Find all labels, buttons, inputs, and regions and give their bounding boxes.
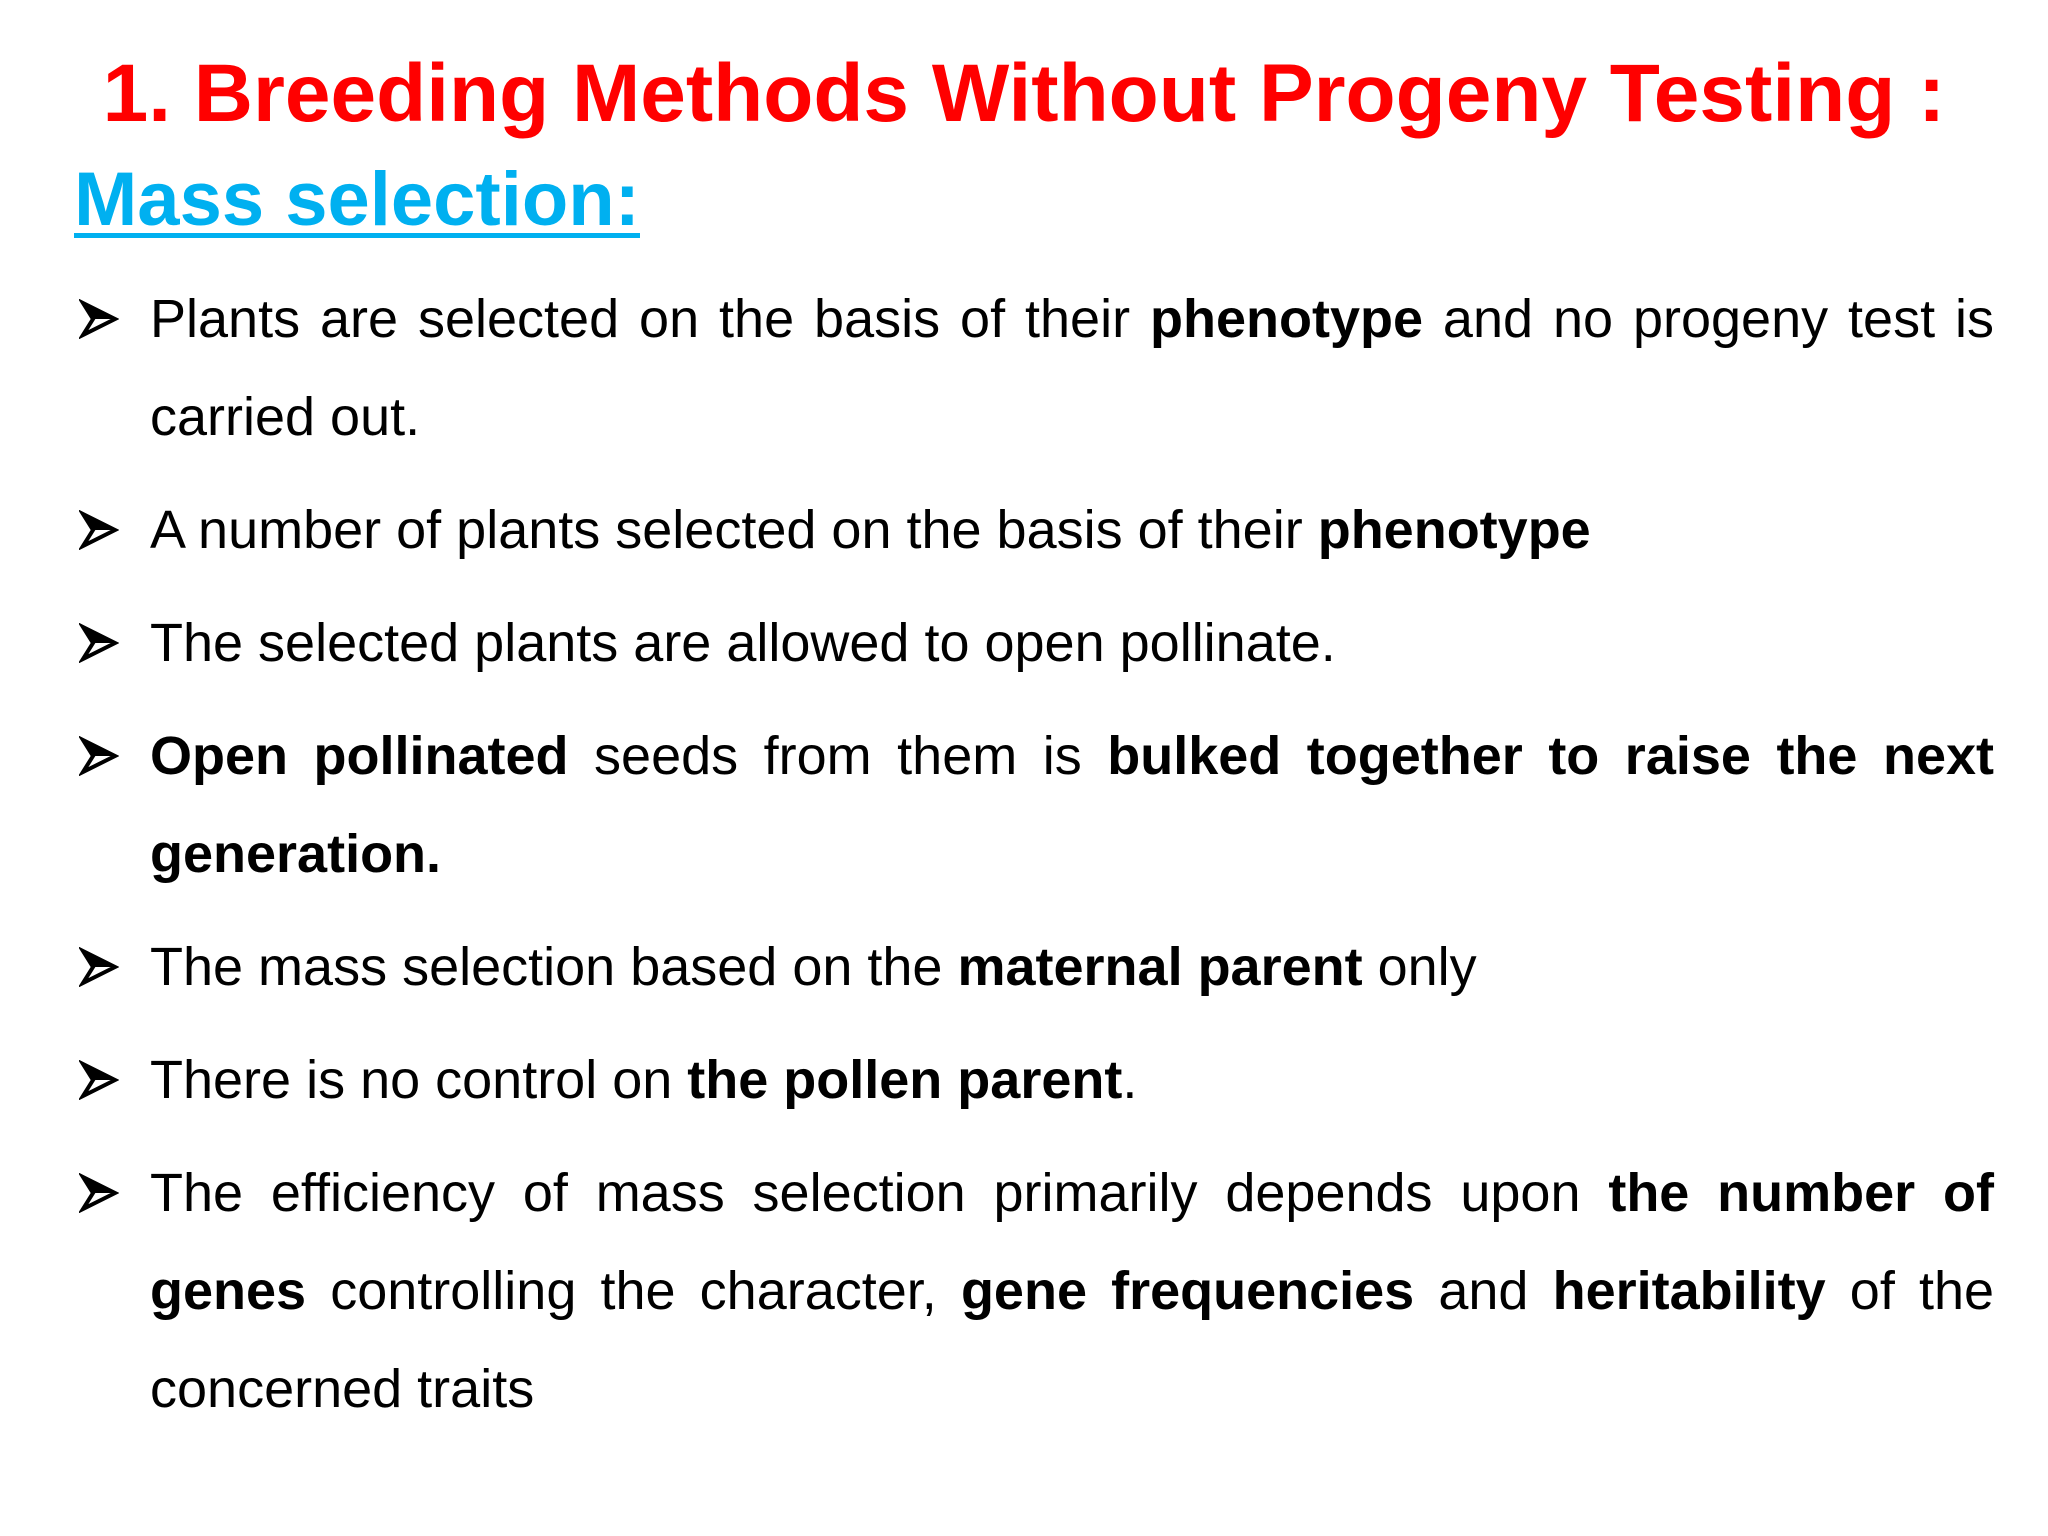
arrowhead-bullet-icon (74, 481, 124, 579)
bullet-text-bold: bulked together to raise the next generation. (150, 726, 1994, 884)
bullet-text (150, 500, 1591, 560)
bullet-text-segment: The efficiency of mass selection primarily depends upon (150, 1163, 1609, 1223)
slide-subtitle: Mass selection: (74, 157, 640, 242)
bullet-text-segment: seeds from them is (568, 726, 1108, 786)
bullet-item (74, 707, 1994, 903)
bullet-text (150, 1163, 1994, 1419)
bullet-text-segment: and (1414, 1261, 1553, 1321)
arrowhead-bullet-icon (74, 918, 124, 1016)
bullet-text (150, 937, 1477, 997)
bullet-text-bold: gene frequencies (960, 1261, 1415, 1321)
bullet-text (150, 289, 1994, 447)
bullet-item (74, 1031, 1994, 1129)
bullet-text-bold: heritability (1552, 1261, 1826, 1321)
bullet-item (74, 918, 1994, 1016)
bullet-item (74, 481, 1994, 579)
arrowhead-bullet-icon (74, 1031, 124, 1129)
bullet-text-bold: phenotype (1317, 500, 1591, 560)
bullet-text-bold: phenotype (1149, 289, 1423, 349)
bullet-text-segment: and no progeny test is carried out. (150, 289, 1994, 447)
bullet-text-segment: A number of plants selected on the basis of their (150, 500, 1318, 560)
arrowhead-bullet-icon (74, 594, 124, 692)
bullet-text-bold: the number of genes (150, 1163, 1994, 1321)
arrowhead-bullet-icon (74, 1144, 124, 1242)
bullet-text (150, 613, 1336, 673)
bullet-text (150, 1050, 1137, 1110)
bullet-item (74, 1144, 1994, 1438)
bullet-text-segment: of the concerned traits (150, 1261, 1995, 1419)
bullet-text-segment: . (1122, 1050, 1138, 1110)
arrowhead-bullet-icon (74, 707, 124, 805)
bullet-text-bold: maternal parent (957, 937, 1363, 997)
bullet-text-segment: controlling the character, (306, 1261, 961, 1321)
bullet-item (74, 594, 1994, 692)
bullet-item (74, 270, 1994, 466)
bullet-list (74, 270, 1994, 1453)
bullet-text-segment: The selected plants are allowed to open pollinate. (150, 613, 1336, 673)
bullet-text-segment: There is no control on (150, 1050, 688, 1110)
bullet-text-segment: Plants are selected on the basis of their (150, 289, 1150, 349)
bullet-text-bold: Open pollinated (150, 726, 569, 786)
slide-title: 1. Breeding Methods Without Progeny Testing : (102, 48, 1946, 139)
arrowhead-bullet-icon (74, 270, 124, 368)
bullet-text (150, 726, 1994, 884)
bullet-text-bold: the pollen parent (687, 1050, 1123, 1110)
bullet-text-segment: The mass selection based on the (150, 937, 958, 997)
bullet-text-segment: only (1362, 937, 1477, 997)
